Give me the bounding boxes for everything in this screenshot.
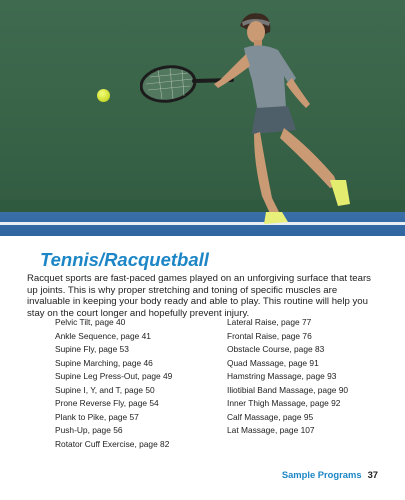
list-item: Supine Marching, page 46 bbox=[55, 357, 153, 368]
exercise-list-left bbox=[55, 317, 172, 452]
list-item: Obstacle Course, page 83 bbox=[227, 344, 325, 354]
list-item: Supine Fly, page 53 bbox=[55, 344, 129, 354]
page-footer bbox=[282, 469, 378, 480]
list-item: Hamstring Massage, page 93 bbox=[227, 371, 337, 381]
list-item: Prone Reverse Fly, page 54 bbox=[55, 398, 159, 408]
list-item: Lateral Raise, page 77 bbox=[227, 317, 312, 327]
list-item: Ankle Sequence, page 41 bbox=[55, 330, 151, 341]
footer-section-name: Sample Programs bbox=[281, 469, 362, 480]
list-item: Lat Massage, page 107 bbox=[227, 425, 315, 435]
list-item: Frontal Raise, page 76 bbox=[227, 330, 312, 341]
list-item: Quad Massage, page 91 bbox=[227, 357, 319, 368]
intro-paragraph: Racquet sports are fast-paced games played on an unforgiving surface that tears up joints. This is why proper stretching and toning of specific muscles are invaluable in keeping your body ready and able to play. This routine will help you stay on the court longer and hopefully prevent injury. bbox=[27, 273, 371, 319]
list-item: Iliotibial Band Massage, page 90 bbox=[227, 384, 349, 395]
list-item: Calf Massage, page 95 bbox=[227, 411, 314, 422]
list-item: Plank to Pike, page 57 bbox=[55, 411, 139, 422]
section-title: Tennis/Racquetball bbox=[40, 249, 209, 270]
tennis-player-photo bbox=[0, 0, 405, 236]
exercise-list-right bbox=[227, 317, 348, 439]
list-item: Pelvic Tilt, page 40 bbox=[55, 317, 126, 327]
list-item: Supine I, Y, and T, page 50 bbox=[55, 384, 155, 395]
tennis-ball bbox=[97, 89, 110, 102]
list-item: Push-Up, page 56 bbox=[55, 425, 123, 435]
page-number: 37 bbox=[367, 469, 378, 480]
list-item: Rotator Cuff Exercise, page 82 bbox=[55, 438, 170, 449]
list-item: Inner Thigh Massage, page 92 bbox=[227, 398, 341, 408]
list-item: Supine Leg Press-Out, page 49 bbox=[55, 371, 173, 381]
player-figure bbox=[200, 8, 370, 236]
